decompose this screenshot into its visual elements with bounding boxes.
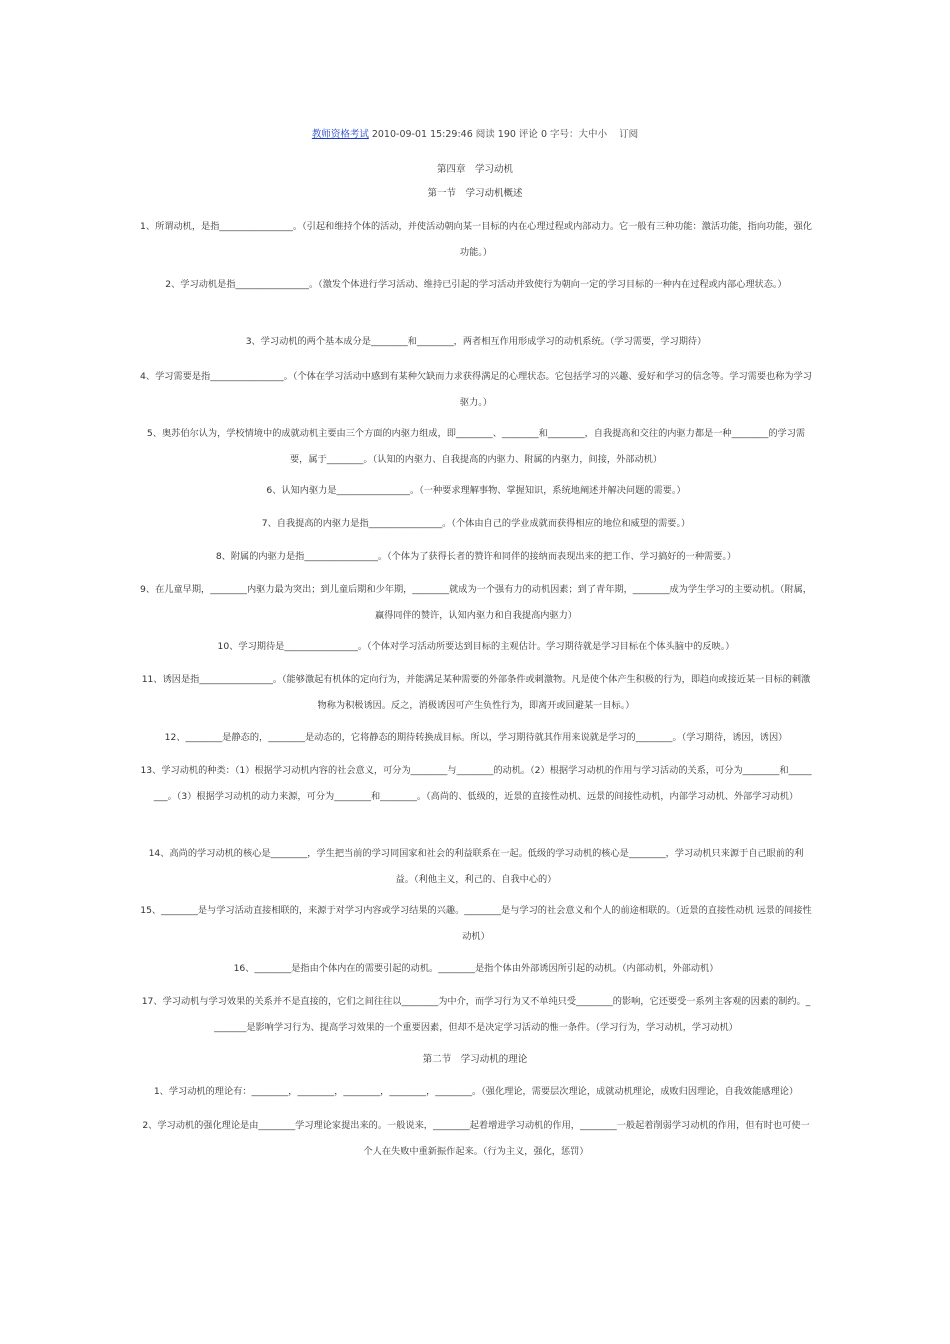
question-item: 3、学习动机的两个基本成分是________和________，两者相互作用形成学习的动机系统。（学习需要，学习期待） — [245, 336, 707, 347]
question-item: 2、学习动机的强化理论是由________学习理论家提出来的。一般说来，________起着增进学习动机的作用，________一般起着削弱学习动机的作用，但有时也可使一个人在失败中重新振作起来。（行为主义，强化，惩罚） — [142, 1120, 810, 1157]
font-size-small-option[interactable]: 小 — [597, 129, 608, 140]
question-item: 9、在儿童早期，________内驱力最为突出；到儿童后期和少年期，________就成为一个强有力的动机因素；到了青年期，________成为学生学习的主要动机。（附属，赢得同伴的赞许，认知内驱力和自我提高内驱力） — [140, 584, 812, 621]
question-item: 1、学习动机的理论有：________，________，________，________，________。（强化理论，需要层次理论，成就动机理论，成败归因理论，自我效能感理论） — [153, 1086, 799, 1097]
question-item: 10、学习期待是________________。（个体对学习活动所要达到目标的主观估计。学习期待就是学习目标在个体头脑中的反映。） — [217, 641, 735, 652]
question-item: 2、学习动机是指________________。（激发个体进行学习活动、维持已引起的学习活动并致使行为朝向一定的学习目标的一种内在过程或内部心理状态。） — [165, 279, 787, 290]
question-item: 7、自我提高的内驱力是指________________。（个体由自己的学业成就而获得相应的地位和威望的需要。） — [261, 518, 691, 529]
question-item: 15、________是与学习活动直接相联的，来源于对学习内容或学习结果的兴趣。________是与学习的社会意义和个人的前途相联的。（近景的直接性动机 远景的间接性动机） — [140, 905, 812, 942]
chapter-title: 第四章 学习动机 — [436, 164, 513, 175]
font-size-medium-option[interactable]: 中 — [588, 129, 598, 140]
question-item: 1、所谓动机，是指________________。（引起和维持个体的活动，并使活动朝向某一目标的内在心理过程或内部动力。它一般有三种功能：激活功能，指向功能，强化功能。） — [140, 221, 812, 258]
question-item: 5、奥苏伯尔认为，学校情境中的成就动机主要由三个方面的内驱力组成，即________、________和________，自我提高和交往的内驱力都是一种________的学习需要，属于________。（认知的内驱力、自我提高的内驱力、附属的内驱力，间接，外部动机） — [146, 428, 806, 465]
article-meta-bar — [0, 128, 950, 142]
question-item: 4、学习需要是指________________。（个体在学习活动中感到有某种欠缺而力求获得满足的心理状态。它包括学习的兴趣、爱好和学习的信念等。学习需要也称为学习驱力。） — [140, 371, 812, 408]
question-item: 12、________是静态的，________是动态的，它将静态的期待转换成目标。所以，学习期待就其作用来说就是学习的________。（学习期待，诱因，诱因） — [164, 732, 788, 743]
question-item: 13、学习动机的种类：（1）根据学习动机内容的社会意义，可分为________与________的动机。（2）根据学习动机的作用与学习活动的关系，可分为________和________。（3）根据学习动机的动力来源，可分为________和________。（高尚的、低级的，近景的直接性动机、远景的间接性动机，内部学习动机、外部学习动机） — [140, 765, 812, 802]
question-item: 14、高尚的学习动机的核心是________，学生把当前的学习同国家和社会的利益联系在一起。低级的学习动机的核心是________，学习动机只来源于自己眼前的利益。（利他主义，利己的、自我中心的） — [148, 848, 804, 885]
font-size-large-option[interactable]: 大 — [578, 129, 589, 140]
question-item: 17、学习动机与学习效果的关系并不是直接的，它们之间往往以________为中介，而学习行为又不单纯只受________的影响，它还要受一系列主客观的因素的制约。________是影响学习行为、提高学习效果的一个重要因素，但却不是决定学习活动的惟一条件。（学习行为，学习动机，学习动机） — [141, 996, 811, 1033]
subscribe-link[interactable]: 订阅 — [619, 129, 639, 140]
question-item: 16、________是指由个体内在的需要引起的动机。________是指个体由外部诱因所引起的动机。（内部动机，外部动机） — [233, 963, 719, 974]
article-info: 2010-09-01 15:29:46 阅读 190 评论 0 字号： — [368, 129, 579, 140]
section-2-title: 第二节 学习动机的理论 — [422, 1054, 528, 1065]
question-item: 6、认知内驱力是________________。（一种要求理解事物、掌握知识，系统地阐述并解决问题的需要。） — [266, 485, 686, 496]
question-item: 11、诱因是指________________。（能够激起有机体的定向行为，并能满足某种需要的外部条件或刺激物。凡是使个体产生积极的行为，即趋向或接近某一目标的刺激物称为积极诱因。反之，消极诱因可产生负性行为，即离开或回避某一目标。） — [141, 674, 811, 711]
question-item: 8、附属的内驱力是指________________。（个体为了获得长者的赞许和同伴的接纳而表现出来的把工作、学习搞好的一种需要。） — [215, 551, 737, 562]
category-link[interactable]: 教师资格考试 — [311, 129, 369, 140]
section-1-title: 第一节 学习动机概述 — [427, 188, 523, 199]
